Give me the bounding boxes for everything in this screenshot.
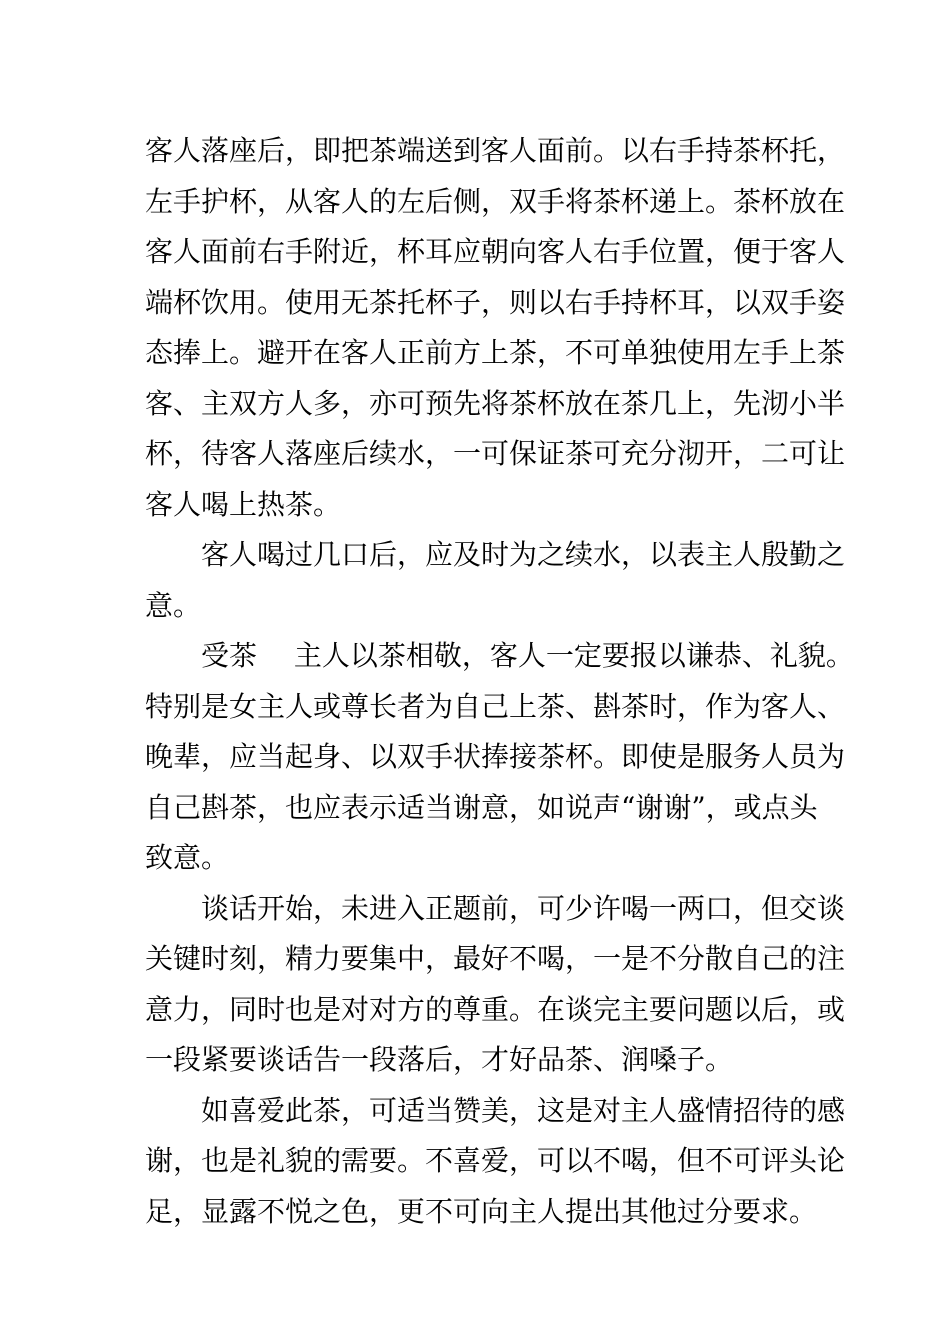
- text-line: 意力，同时也是对对方的尊重。在谈完主要问题以后，或: [145, 992, 846, 1026]
- text-line: 客人面前右手附近，杯耳应朝向客人右手位置，便于客人: [145, 235, 846, 268]
- text-line: 致意。: [145, 841, 230, 874]
- text-line: 晚辈，应当起身、以双手状捧接茶杯。即使是服务人员为: [145, 740, 846, 773]
- text-line: 特别是女主人或尊长者为自己上茶、斟茶时，作为客人、: [145, 689, 846, 723]
- paragraph-first-line: 如喜爱此茶，可适当赞美，这是对主人盛情招待的感: [201, 1093, 846, 1127]
- text-line: 关键时刻，精力要集中，最好不喝，一是不分散自己的注: [145, 942, 846, 975]
- text-line: 客、主双方人多，亦可预先将茶杯放在茶几上，先沏小半: [145, 386, 846, 420]
- text-line: 自己斟茶，也应表示适当谢意，如说声“谢谢”，或点头: [145, 790, 818, 824]
- text-line: 端杯饮用。使用无茶托杯子，则以右手持杯耳，以双手姿: [145, 285, 846, 319]
- text-line: 客人落座后，即把茶端送到客人面前。以右手持茶杯托，: [145, 134, 846, 167]
- text-line: 态捧上。避开在客人正前方上茶，不可单独使用左手上茶: [145, 336, 846, 369]
- text-line: 足，显露不悦之色，更不可向主人提出其他过分要求。: [145, 1194, 818, 1228]
- text-line: 左手护杯，从客人的左后侧，双手将茶杯递上。茶杯放在: [145, 184, 846, 218]
- paragraph-first-line: 谈话开始，未进入正题前，可少许喝一两口，但交谈: [201, 891, 846, 925]
- paragraph-first-line: 客人喝过几口后，应及时为之续水，以表主人殷勤之: [201, 538, 846, 571]
- text-line: 意。: [145, 588, 202, 622]
- text-line: 客人喝上热茶。: [145, 487, 342, 521]
- text-line: 一段紧要谈话告一段落后，才好品茶、润嗓子。: [145, 1043, 734, 1076]
- document-body: [145, 126, 854, 1237]
- text-line: 谢，也是礼貌的需要。不喜爱，可以不喝，但不可评头论: [145, 1144, 846, 1177]
- paragraph-first-line: 受茶 主人以茶相敬，客人一定要报以谦恭、礼貌。: [201, 639, 854, 672]
- text-line: 杯，待客人落座后续水，一可保证茶可充分沏开，二可让: [145, 437, 846, 470]
